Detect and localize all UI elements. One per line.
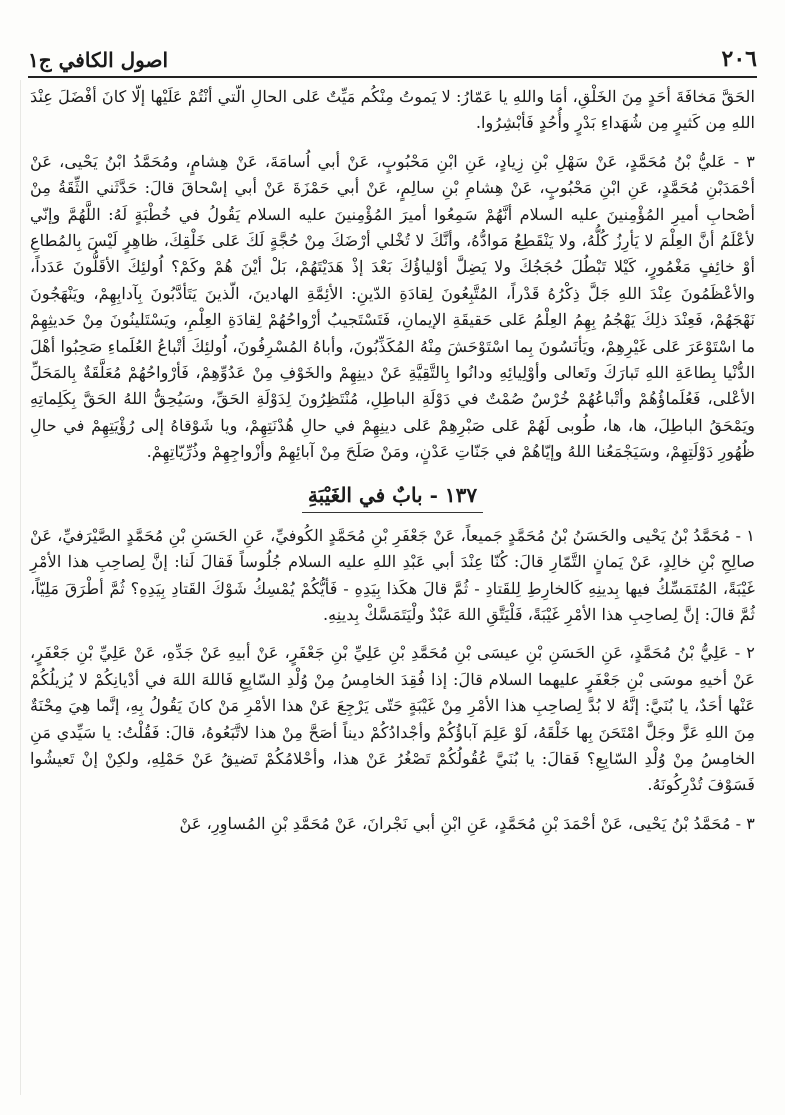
page-number: ٢٠٦: [721, 46, 757, 72]
chapter-heading: [30, 480, 755, 513]
running-title: اصول الكافي ج١: [28, 48, 169, 72]
paragraph-hadith-3b: ٣ - مُحَمَّدُ بْنُ يَحْيى، عَنْ أحْمَدَ بْنِ مُحَمَّدٍ، عَنِ ابْنِ أبي نَجْرانَ، عَنْ مُحَمَّدِ بْنِ المُساوِرِ، عَنْ: [179, 813, 755, 833]
paragraph-hadith-2: ٢ - عَلِيُّ بْنُ مُحَمَّدٍ، عَنِ الحَسَنِ بْنِ عيسَى بْنِ مُحَمَّدِ بْنِ عَلِيِّ بْنِ جَعْفَرٍ، عَنْ أبيهِ عَنْ جَدِّهِ، عَنْ عَلِيِّ بْنِ جَعْفَرٍ، عَنْ أخيهِ موسَى بْنِ جَعْفَرٍ عليهما السلام قالَ: إذا فُقِدَ الخامِسُ مِنْ وُلْدِ السّابِعِ فَاللهَ اللهَ في أدْيانِكُمْ لا يُزيلُكُمْ عَنْها أحَدٌ، يا بُنَيَّ: إنَّهُ لا بُدَّ لِصاحِبِ هذا الأمْرِ مِنْ غَيْبَةٍ حَتّى يَرْجِعَ عَنْ هذا الأمْرِ مَنْ كانَ يَقُولُ بِهِ، إنَّما هِيَ مِحْنَةٌ مِنَ اللهِ عَزَّ وجَلَّ امْتَحَنَ بِها خَلْقَهُ، لَوْ عَلِمَ آباؤُكُمْ وأجْدادُكُمْ ديناً أصَحَّ مِنْ هذا لاتَّبَعُوهُ، قالَ: فَقُلْتُ: يا سَيِّدي مَنِ الخامِسُ مِنْ وُلْدِ السّابِعِ؟ فَقالَ: يا بُنَيَّ عُقُولُكُمْ تَصْغُرُ عَنْ هذا، وأحْلامُكُمْ تَضيقُ عَنْ حَمْلِهِ، ولكِنْ إنْ تَعيشُوا فَسَوْفَ تُدْرِكُونَهُ.: [30, 643, 755, 795]
body-text: [30, 84, 755, 837]
paragraph-continuation: الحَقَّ مَخافَةَ أحَدٍ مِنَ الخَلْقِ، أمَا واللهِ يا عَمّارُ: لا يَموتُ مِنْكُم مَيِّتٌ عَلى الحالِ الّتي أنْتُمْ عَلَيْها إلّا كانَ أفْضَلَ عِنْدَ اللهِ مِن كَثيرٍ مِن شُهَداءِ بَدْرٍ وأُحُدٍ فَأبْشِرُوا.: [30, 87, 755, 133]
page-header: [28, 36, 757, 72]
chapter-heading-text: ١٣٧ - بابٌ في الغَيْبَةِ: [302, 480, 483, 513]
paragraph-gap: [30, 137, 755, 149]
paragraph-hadith-1: ١ - مُحَمَّدُ بْنُ يَحْيى والحَسَنُ بْنُ مُحَمَّدٍ جَميعاً، عَنْ جَعْفَرِ بْنِ مُحَمَّدٍ الكُوفيِّ، عَنِ الحَسَنِ بْنِ مُحَمَّدٍ الصَّيْرَفيِّ، عَنْ صالِحِ بْنِ خالِدٍ، عَنْ يَمانٍ التَّمّارِ قالَ: كُنّا عِنْدَ أبي عَبْدِ اللهِ عليه السلام جُلُوساً فَقالَ لَنا: إنَّ لِصاحِبِ هذا الأمْرِ غَيْبَةً، المُتَمَسِّكُ فيها بِدينِهِ كَالخارِطِ لِلقَتادِ - ثُمَّ قالَ هكَذا بِيَدِهِ - فَأيُّكُمْ يُمْسِكُ شَوْكَ القَتادِ بِيَدِهِ؟ ثُمَّ أطْرَقَ مَلِيّاً، ثُمَّ قالَ: إنَّ لِصاحِبِ هذا الأمْرِ غَيْبَةً، فَلْيَتَّقِ اللهَ عَبْدٌ ولْيَتَمَسَّكْ بِدينِهِ.: [30, 525, 755, 624]
paragraph-hadith-3: ٣ - عَليُّ بْنُ مُحَمَّدٍ، عَنْ سَهْلِ بْنِ زِيادٍ، عَنِ ابْنِ مَحْبُوبٍ، عَنْ أبي اُسامَةَ، عَنْ هِشامٍ، ومُحَمَّدُ ابْنُ يَحْيى، عَنْ أحْمَدَبْنِ مُحَمَّدٍ، عَنِ ابْنِ مَحْبُوبٍ، عَنْ هِشامِ بْنِ سالِمٍ، عَنْ أبي حَمْزَةَ عَنْ أبي إسْحاقَ قالَ: حَدَّثَني الثِّقَةُ مِنْ أصْحابِ أميرِ المُؤْمِنينَ عليه السلام أنَّهُمْ سَمِعُوا أميرَ المُؤْمِنينَ عليه السلام يَقُولُ في خُطْبَةٍ لَهُ: اللَّهُمَّ وإنّي لأعْلَمُ أنَّ العِلْمَ لا يَأرِزُ كُلُّهُ، ولا يَنْقَطِعُ مَوادُّهُ، وأنَّكَ لا تُخْلي أرْضَكَ مِنْ حُجَّةٍ لَكَ عَلى خَلْقِكَ، ظاهِرٍ لَيْسَ بِالمُطاعِ أوْ خائِفٍ مَغْمُورٍ، كَيْلا تَبْطُلَ حُجَجُكَ ولا يَضِلَّ أوْلياؤُكَ بَعْدَ إذْ هَدَيْتَهُمْ، بَلْ أيْنَ هُمْ وكَمْ؟ اُولئِكَ الأقَلُّونَ عَدَداً، والأعْظَمُونَ عِنْدَ اللهِ جَلَّ ذِكْرُهُ قَدْراً، المُتَّبِعُونَ لِقادَةِ الدّينِ: الأئِمَّةِ الهادينَ، الّذينَ يَتَأدَّبُونَ بِآدابِهِمْ، ويَنْهَجُونَ نَهْجَهُمْ، فَعِنْدَ ذلِكَ يَهْجُمُ بِهِمُ العِلْمُ عَلى حَقيقَةِ الإيمانِ، فَتَسْتَجيبُ أرْواحُهُمْ لِقادَةِ العِلْمِ، ويَسْتَلينُونَ مِنْ حَديثِهِمْ ما اسْتَوْعَرَ عَلى غَيْرِهِمْ، ويَأنَسُونَ بِما اسْتَوْحَشَ مِنْهُ المُكَذِّبُونَ، وأباهُ المُسْرِفُونَ، اُولئِكَ أتْباعُ العُلَماءِ صَحِبُوا أهْلَ الدُّنْيا بِطاعَةِ اللهِ تَبارَكَ وتَعالى وأوْلِيائِهِ ودانُوا بِالتَّقِيَّةِ عَنْ دينِهِمْ والخَوْفِ مِنْ عَدُوِّهِمْ، فَأرْواحُهُمْ مُعَلَّقَةٌ بِالمَحَلِّ الأعْلى، فَعُلَماؤُهُمْ وأتْباعُهُمْ خُرْسٌ صُمْتٌ في دَوْلَةِ الباطِلِ، مُنْتَظِرُونَ لِدَوْلَةِ الحَقِّ، وسَيُحِقُّ اللهُ الحَقَّ بِكَلِماتِهِ ويَمْحَقُ الباطِلَ، ها، ها، طُوبى لَهُمْ عَلى صَبْرِهِمْ عَلى دينِهِمْ في حالِ هُدْنَتِهِمْ، ويا شَوْقاهُ إلى رُؤْيَتِهِمْ في حالِ ظُهُورِ دَوْلَتِهِمْ، وسَيَجْمَعُنا اللهُ وإيّاهُمْ في جَنّاتِ عَدْنٍ، ومَنْ صَلَحَ مِنْ آبائِهِمْ وأزْواجِهِمْ وذُرِّيّاتِهِمْ.: [30, 151, 755, 462]
paragraph-gap: [30, 799, 755, 811]
page-edge-line: [20, 80, 21, 1095]
paragraph-gap: [30, 628, 755, 640]
header-rule: [28, 76, 757, 78]
